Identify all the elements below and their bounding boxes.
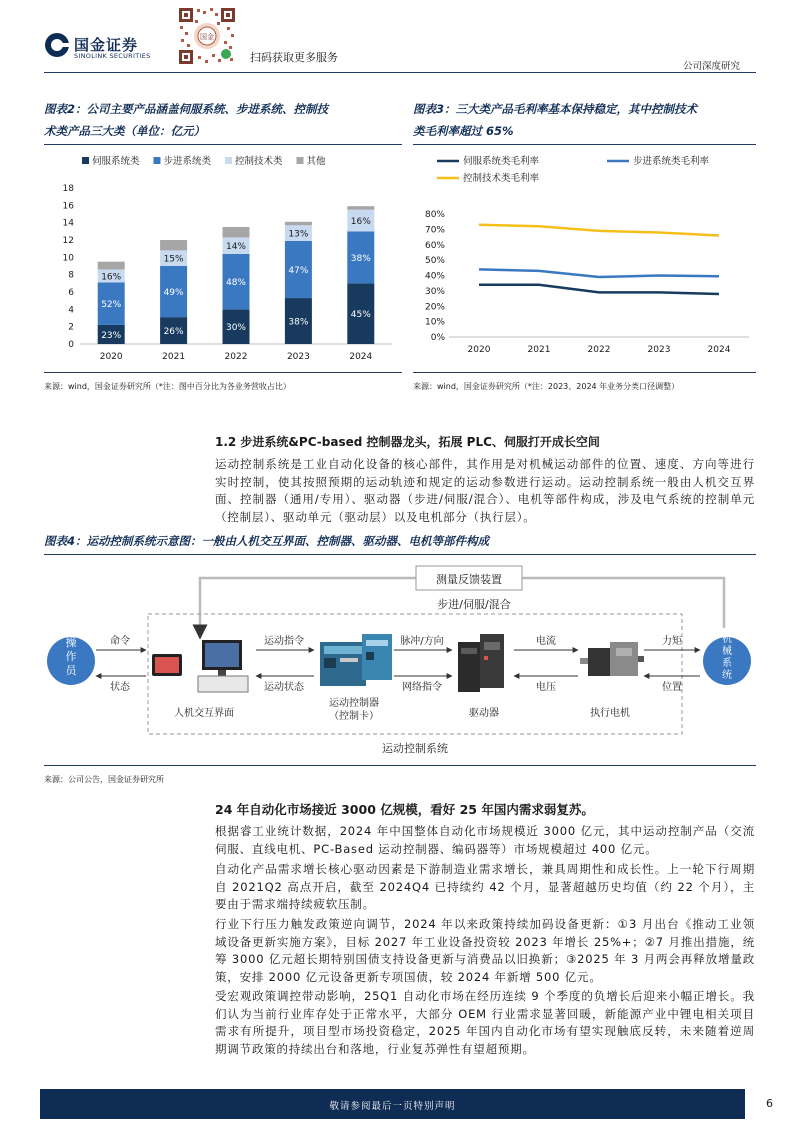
y-tick-label: 8: [68, 270, 74, 281]
feedback-device-label: 测量反馈装置: [436, 573, 502, 586]
y-tick-label: 70%: [424, 225, 445, 236]
x-tick-label: 2020: [99, 352, 123, 362]
driver-icon: [458, 634, 504, 692]
footer-disclaimer[interactable]: 敬请参阅最后一页特别声明: [329, 1101, 456, 1112]
controller-sub-label: （控制卡）: [329, 711, 379, 722]
x-tick-label: 2022: [587, 345, 611, 355]
motor-icon: [580, 642, 644, 676]
legend-label: 步进系统类毛利率: [633, 156, 710, 167]
figure2-stacked-bar-chart: [44, 148, 404, 370]
bar-data-label: 23%: [101, 330, 122, 341]
footer-bar: [40, 1089, 745, 1119]
hmi-device-icon: [152, 640, 248, 692]
legend-swatch: [297, 157, 304, 164]
operator-label: 操作员: [65, 636, 77, 677]
motion-control-diagram: [44, 556, 756, 762]
market-headline: 24 年自动化市场接近 3000 亿规模，看好 25 年国内需求弱复苏。: [215, 802, 594, 817]
page-number: 6: [766, 1097, 773, 1110]
y-tick-label: 20%: [424, 302, 445, 313]
bar-data-label: 30%: [225, 323, 247, 334]
figure4-title: 图表4：运动控制系统示意图：一般由人机交互界面、控制器、驱动器、电机等部件构成: [44, 534, 489, 548]
scan-prompt: 扫码获取更多服务: [250, 51, 338, 64]
x-tick-label: 2021: [162, 352, 186, 362]
legend-label: 控制技术类毛利率: [463, 173, 540, 184]
voltage-label: 电压: [536, 682, 556, 693]
x-tick-label: 2024: [349, 352, 373, 362]
y-tick-label: 40%: [424, 271, 445, 282]
command-label: 命令: [110, 636, 130, 647]
market-paragraph-2: 自动化产品需求增长核心驱动因素是下游制造业需求增长，兼具周期性和成长性。上一轮下行周期自 2021Q2 高点开启，截至 2024Q4 已持续约 42 个月，显著超越历史均值（约 22 个月），主要由于需求端持续疲软压制。: [215, 862, 755, 911]
series-line: [479, 225, 719, 236]
market-paragraph-1: 根据睿工业统计数据，2024 年中国整体自动化市场规模近 3000 亿元，其中运动控制产品（交流伺服、直线电机、PC-Based 运动控制器、编码器等）市场规模超过 400 亿元。: [215, 824, 755, 856]
y-tick-label: 50%: [424, 256, 445, 267]
bar-data-label: 16%: [101, 272, 122, 283]
bar-data-label: 15%: [163, 254, 184, 265]
figure4-title-rule: [44, 554, 756, 555]
machine-system-label: 机械系统: [722, 634, 732, 681]
section-title: 1.2 步进系统&PC-based 控制器龙头，拓展 PLC、伺服打开成长空间: [215, 435, 600, 449]
bar-data-label: 38%: [288, 317, 309, 328]
legend-label: 其他: [306, 156, 326, 167]
system-label: 运动控制系统: [382, 742, 448, 755]
sinolink-logo-icon: [44, 32, 70, 58]
figure4-bottom-rule: [44, 765, 756, 766]
y-tick-label: 10%: [424, 317, 445, 328]
header-rule: [44, 72, 756, 73]
figure4-source: 来源：公司公告，国金证券研究所: [44, 775, 164, 784]
x-tick-label: 2023: [647, 345, 671, 355]
legend-swatch: [82, 157, 89, 164]
legend-label: 伺服系统类: [92, 156, 140, 167]
brand-english-name: SINOLINK SECURITIES: [74, 52, 151, 60]
x-tick-label: 2022: [224, 352, 248, 362]
bar-segment: [223, 227, 250, 237]
x-tick-label: 2024: [707, 345, 731, 355]
bar-segment: [285, 222, 312, 225]
y-tick-label: 0: [68, 340, 74, 350]
bar-segment: [160, 240, 187, 250]
y-tick-label: 2: [68, 322, 74, 333]
y-tick-label: 0%: [430, 333, 445, 343]
motion-status-label: 运动状态: [264, 682, 304, 693]
y-tick-label: 4: [68, 305, 74, 316]
brand-name: 国金证券: [74, 36, 139, 54]
motion-command-label: 运动指令: [264, 636, 304, 647]
x-tick-label: 2021: [527, 345, 551, 355]
figure3-bottom-rule: [413, 372, 756, 373]
bar-data-label: 47%: [288, 265, 309, 276]
figure3-line-chart: [413, 148, 759, 370]
series-line: [479, 269, 719, 277]
bar-segment: [347, 206, 374, 209]
current-label: 电流: [536, 636, 556, 647]
qr-code-icon[interactable]: [177, 6, 237, 66]
controller-card-icon: [320, 634, 392, 686]
bar-data-label: 48%: [225, 278, 247, 289]
network-command-label: 网络指令: [402, 682, 442, 693]
bar-data-label: 14%: [225, 242, 247, 253]
section-intro-paragraph: 运动控制系统是工业自动化设备的核心部件，其作用是对机械运动部件的位置、速度、方向等进行实时控制，使其按照预期的运动轨迹和规定的运动参数进行运动。运动控制系统一般由人机交互界面、控制器（通用/专用）、驱动器（步进/伺服/混合）、电机等部件构成，涉及电气系统的控制单元（控制层）、驱动单元（驱动层）以及电机部分（执行层）。: [215, 457, 755, 524]
bar-data-label: 49%: [163, 288, 184, 299]
bar-segment: [98, 262, 125, 270]
y-tick-label: 60%: [424, 240, 445, 251]
driver-label: 驱动器: [469, 708, 499, 719]
document-type: 公司深度研究: [683, 61, 741, 72]
figure3-source: 来源：wind，国金证券研究所（*注：2023、2024 年业务分类口径调整）: [413, 382, 680, 391]
y-tick-label: 14: [62, 218, 74, 229]
bar-data-label: 16%: [350, 217, 371, 227]
x-tick-label: 2023: [286, 352, 310, 362]
figure2-bottom-rule: [44, 372, 402, 373]
market-paragraph-3: 行业下行压力触发政策逆向调节，2024 年以来政策持续加码设备更新：①3 月出台《推动工业领域设备更新实施方案》，目标 2027 年工业设备投资较 2023 年增长 25%+；②7 月推出措施，统筹 3000 亿元超长期特别国债支持设备更新与消费品以旧换新；③2025 年 3 月两会再释放增量政策，安排 2000 亿元设备更新专项国债，较 2024 年新增 500 亿元。: [215, 917, 755, 984]
figure2-title: 图表2：公司主要产品涵盖伺服系统、步进系统、控制技 术类产品三大类（单位：亿元）: [44, 102, 328, 138]
figure2-title-rule: [44, 144, 402, 145]
status-label: 状态: [110, 682, 130, 693]
y-tick-label: 6: [68, 288, 74, 298]
legend-label: 伺服系统类毛利率: [463, 156, 540, 167]
x-tick-label: 2020: [467, 345, 491, 355]
y-tick-label: 16: [62, 201, 74, 212]
y-tick-label: 30%: [424, 286, 445, 297]
position-label: 位置: [662, 682, 682, 693]
bar-data-label: 26%: [163, 327, 184, 338]
y-tick-label: 12: [62, 236, 74, 246]
legend-label: 控制技术类: [235, 156, 283, 167]
legend-label: 步进系统类: [163, 156, 212, 167]
series-line: [479, 285, 719, 294]
bar-data-label: 38%: [350, 253, 371, 264]
figure2-source: 来源：wind，国金证券研究所（*注：图中百分比为各业务营收占比）: [44, 382, 291, 391]
y-tick-label: 10: [62, 253, 74, 264]
legend-swatch: [154, 157, 161, 164]
bar-data-label: 45%: [350, 310, 371, 321]
y-tick-label: 80%: [424, 210, 445, 220]
figure3-title-rule: [413, 144, 756, 145]
y-tick-label: 18: [62, 184, 74, 194]
motor-label: 执行电机: [590, 708, 630, 719]
bar-data-label: 52%: [101, 300, 122, 311]
hmi-label: 人机交互界面: [174, 708, 234, 719]
torque-label: 力矩: [662, 636, 682, 647]
bar-data-label: 13%: [288, 229, 309, 240]
legend-swatch: [225, 157, 232, 164]
controller-label: 运动控制器: [329, 698, 379, 709]
qr-center-label: 国金: [200, 33, 214, 41]
figure3-title: 图表3：三大类产品毛利率基本保持稳定，其中控制技术 类毛利率超过 65%: [413, 102, 697, 138]
pulse-direction-label: 脉冲/方向: [400, 636, 444, 647]
market-paragraph-4: 受宏观政策调控带动影响，25Q1 自动化市场在经历连续 9 个季度的负增长后迎来小幅正增长。我们认为当前行业库存处于正常水平，大部分 OEM 行业需求显著回暖，新能源产业中锂电相关项目需求有所提升，项目型市场投资稳定，2025 年国内自动化市场有望实现触底反转，未来随着逆周期调节政策的持续出台和落地，行业复苏弹性有望超预期。: [215, 989, 755, 1056]
drive-types-label: 步进/伺服/混合: [437, 598, 511, 611]
